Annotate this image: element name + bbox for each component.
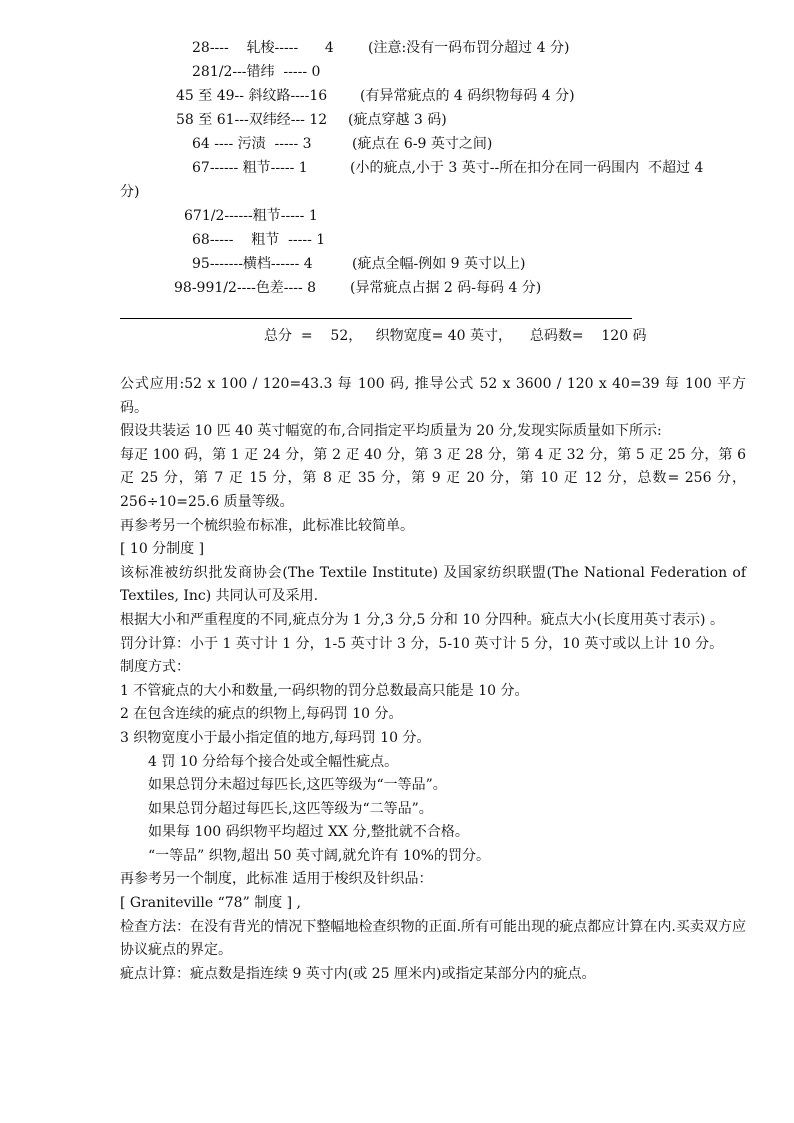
section-heading: [ Graniteville “78” 制度 ] , [120, 895, 302, 912]
fault-row [192, 133, 312, 157]
paragraph: “一等品” 织物,超出 50 英寸阔,就允许有 10%的罚分。 [148, 847, 490, 864]
fault-note: (小的疵点,小于 3 英寸--所在扣分在同一码围内 不超过 4 [350, 160, 704, 176]
fault-code: 98-991/2----色差---- 8 [174, 280, 317, 296]
fault-row [192, 61, 320, 85]
paragraph: 如果总罚分超过每匹长,这匹等级为“二等品”。 [148, 800, 433, 817]
paragraph: 每疋 100 码，第 1 疋 24 分，第 2 疋 40 分，第 3 疋 28 分，第 4 疋 32 分，第 5 疋 25 分，第 6 疋 25 分，第 7 疋 15 分，第 8 疋 35 分，第 9 疋 20 分，第 10 疋 12 分，总数= 256 分，256÷10=25.6 质量等级。 [120, 446, 746, 510]
body-text [120, 373, 746, 986]
fault-code: 45 至 49-- 斜纹路----16 [176, 88, 328, 104]
list-item: 4 罚 10 分给每个接合处或全幅性疵点。 [148, 753, 399, 770]
fault-code: 58 至 61---双纬经--- 12 [176, 112, 328, 128]
fault-code: 68----- 粗节 ----- 1 [192, 232, 326, 248]
fault-code: 67------ 粗节----- 1 [192, 160, 308, 176]
list-item: 1 不管疵点的大小和数量,一码织物的罚分总数最高只能是 10 分。 [120, 682, 529, 699]
paragraph: 假设共装运 10 匹 40 英寸幅宽的布,合同指定平均质量为 20 分,发现实际质量如下所示: [120, 423, 662, 440]
paragraph: 根据大小和严重程度的不同,疵点分为 1 分,3 分,5 分和 10 分四种。疵点大小(长度用英寸表示) 。 [120, 611, 724, 628]
divider-line [120, 318, 632, 319]
fault-row [192, 37, 334, 61]
fault-code: 95-------横档------ 4 [192, 256, 313, 272]
paragraph: 该标准被纺织批发商协会(The Textile Institute) 及国家纺织联盟(The National Federation of Textiles, Inc) 共同认可及采用. [120, 564, 746, 605]
fault-note-wrap: 分) [120, 184, 140, 200]
paragraph: 公式应用:52 x 100 / 120=43.3 每 100 码, 推导公式 52 x 3600 / 120 x 40=39 每 100 平方码。 [120, 376, 746, 416]
fault-code: 28---- 轧梭----- 4 [192, 40, 334, 56]
fault-row [176, 85, 327, 109]
fault-note: (疵点全幅-例如 9 英寸以上) [352, 256, 526, 272]
fault-row [192, 157, 308, 181]
paragraph: 再参考另一个制度，此标准 适用于梭织及针织品： [120, 871, 433, 888]
fault-code: 671/2------粗节----- 1 [184, 208, 318, 224]
paragraph: 再参考另一个梳织验布标准，此标准比较简单。 [120, 517, 414, 534]
fault-note: (疵点穿越 3 码) [348, 112, 447, 128]
total-summary: 总分 = 52， 织物宽度= 40 英寸， 总码数= 120 码 [264, 328, 647, 344]
fault-row [192, 253, 313, 277]
paragraph: 疵点计算：疵点数是指连续 9 英寸内(或 25 厘米内)或指定某部分内的疵点。 [120, 965, 596, 982]
paragraph: 如果每 100 码织物平均超过 XX 分,整批就不合格。 [148, 824, 469, 841]
fault-note: (异常疵点占据 2 码-每码 4 分) [350, 280, 542, 296]
fault-code: 281/2---错纬 ----- 0 [192, 64, 321, 80]
fault-row [184, 205, 318, 229]
fault-row [192, 229, 325, 253]
paragraph: 制度方式： [120, 659, 190, 676]
fault-note: (疵点在 6-9 英寸之间) [352, 136, 493, 152]
fault-row [176, 109, 327, 133]
list-item: 2 在包含连续的疵点的织物上,每码罚 10 分。 [120, 706, 403, 723]
paragraph: 检查方法：在没有背光的情况下整幅地检查织物的正面.所有可能出现的疵点都应计算在内.买卖双方应协议疵点的界定。 [120, 918, 746, 959]
list-item: 3 织物宽度小于最小指定值的地方,每玛罚 10 分。 [120, 729, 431, 746]
fault-note: (注意:没有一码布罚分超过 4 分) [368, 40, 570, 56]
fault-row [174, 277, 316, 301]
fault-code: 64 ---- 污渍 ----- 3 [192, 136, 312, 152]
paragraph: 罚分计算：小于 1 英寸计 1 分，1-5 英寸计 3 分，5-10 英寸计 5 分，10 英寸或以上计 10 分。 [120, 635, 724, 652]
paragraph: 如果总罚分未超过每匹长,这匹等级为“一等品”。 [148, 777, 447, 794]
fault-note: (有异常疵点的 4 码织物每码 4 分) [360, 88, 575, 104]
section-heading: [ 10 分制度 ] [120, 541, 205, 558]
